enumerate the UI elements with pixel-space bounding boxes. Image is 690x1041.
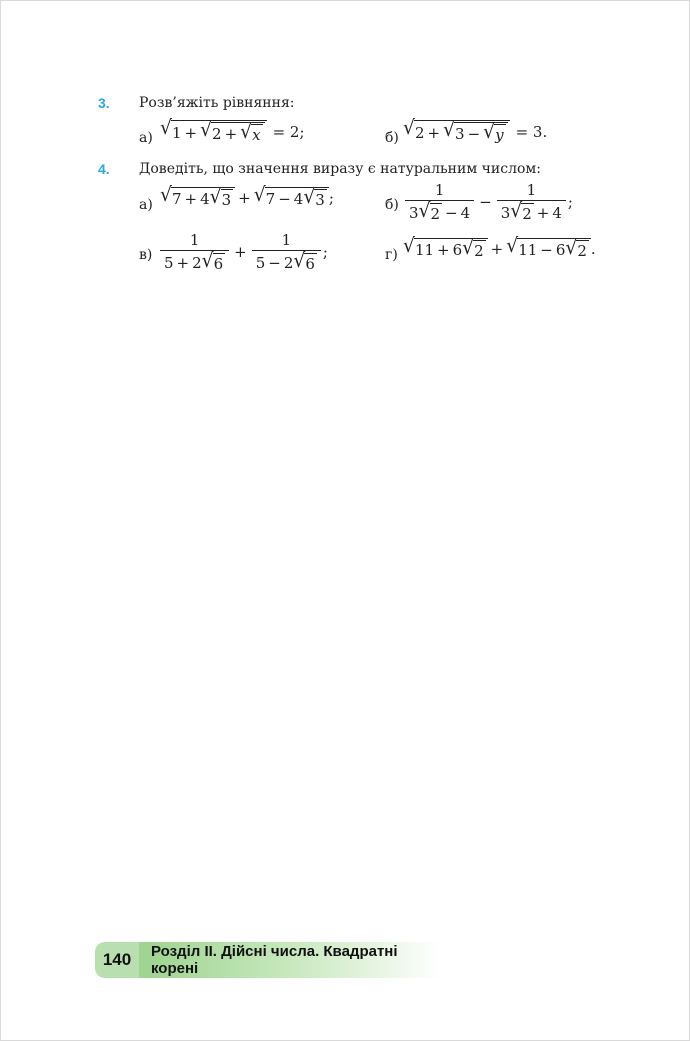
problem-3a-label: а)	[139, 130, 153, 146]
problem-4b-expression: 1 3 √ 2 − 4 − 1 3 √ 2 + 4 ;	[403, 181, 573, 223]
problem-4g-expression: √ 11 + 6 √ 2 + √ 11 − 6 √ 2 .	[403, 235, 596, 260]
problem-4v-expression: 1 5 + 2 √ 6 + 1 5 − 2 √ 6 ;	[158, 231, 328, 273]
chapter-title: Розділ II. Дійсні числа. Квадратні корені	[139, 942, 440, 978]
problem-3-number: 3.	[98, 95, 110, 111]
problem-3b-rhs: = 3.	[515, 123, 548, 141]
page-footer	[95, 942, 440, 978]
problem-3b-expression: √ 2 + √ 3 − √ y = 3.	[403, 117, 548, 144]
problem-4-prompt: Доведіть, що значення виразу є натуральним числом:	[139, 161, 542, 177]
problem-3-prompt: Розв’яжіть рівняння:	[139, 95, 295, 111]
problem-3a-expression: √ 1 + √ 2 + √ x = 2;	[160, 117, 305, 144]
page-number: 140	[95, 942, 139, 978]
problem-3b-label: б)	[385, 130, 399, 146]
problem-4g-label: г)	[385, 247, 398, 263]
problem-4b-label: б)	[385, 197, 399, 213]
problem-4-number: 4.	[98, 161, 110, 177]
problem-4a-expression: √ 7 + 4 √ 3 + √ 7 − 4 √ 3 ;	[160, 184, 334, 209]
problem-4v-label: в)	[139, 247, 153, 263]
problem-4a-label: а)	[139, 197, 153, 213]
problem-3a-rhs: = 2;	[272, 123, 305, 141]
